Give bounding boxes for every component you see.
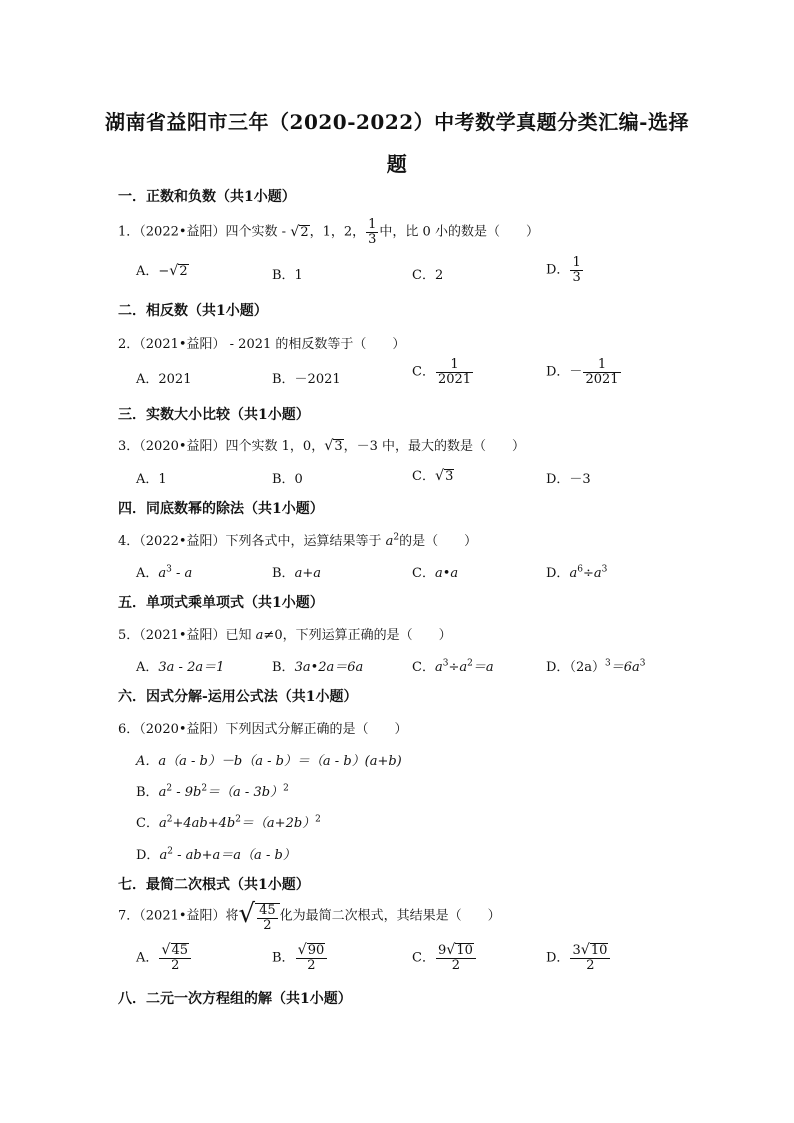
q1-option-a: A．−√2 (136, 263, 188, 280)
section-heading-6: 六．因式分解-运用公式法（共1小题） (118, 689, 358, 705)
section-heading-5: 五．单项式乘单项式（共1小题） (118, 595, 324, 611)
q2-option-a: A．2021 (136, 372, 192, 387)
document-title-line1: 湖南省益阳市三年（2020-2022）中考数学真题分类汇编-选择 (105, 110, 689, 134)
section-heading-3: 三．实数大小比较（共1小题） (118, 407, 310, 423)
q1-text-c: 中，比 0 小的数是（ ） (379, 224, 539, 240)
q4-option-c: C．a•a (412, 566, 459, 581)
q4-option-b: B．a+a (272, 566, 321, 581)
section-heading-8: 八．二元一次方程组的解（共1小题） (118, 991, 352, 1007)
q2-option-d: D．－ $\frac{1}{2021}$ (546, 357, 619, 387)
q6-option-a: A．a（a - b）－b（a - b）＝（a - b）(a+b) (136, 754, 402, 769)
q1-option-c: C．2 (412, 268, 444, 283)
q2-option-c: C． $\frac{1}{2021}$ (412, 357, 472, 387)
question-2-stem: 2．（2021•益阳） - 2021 的相反数等于（ ） (118, 337, 406, 352)
question-7-stem: 7．（2021•益阳）将√ $\frac{45}{2}$ 化为最简二次根式，其结果是（ ） (118, 899, 501, 933)
q4-option-d: D．$a^6\div a^3$ (546, 564, 608, 581)
section-heading-4: 四．同底数幂的除法（共1小题） (118, 501, 324, 517)
question-6-stem: 6．（2020•益阳）下列因式分解正确的是（ ） (118, 722, 408, 737)
q3-option-b: B．0 (272, 472, 303, 487)
q3-option-d: D．－3 (546, 472, 591, 487)
q7-radical-fraction: √ $\frac{45}{2}$ (239, 899, 280, 933)
q7-option-d: D． $\frac{3√10}{2}$ (546, 943, 611, 973)
q1-option-d: D． $\frac{1}{3}$ (546, 255, 581, 285)
q5-option-b: B．3a•2a＝6a (272, 660, 364, 675)
q6-option-d: D．$a^2 - ab+a=a(a - b)$ (136, 846, 296, 863)
q6-option-c: C．$a^2+4ab+4b^2=(a+2b)^2$ (136, 814, 321, 831)
question-1-stem (118, 218, 539, 246)
section-heading-2: 二．相反数（共1小题） (118, 303, 268, 319)
question-4-stem: 4．（2022•益阳）下列各式中，运算结果等于 $a^2$的是（ ） (118, 532, 478, 549)
q2-option-b: B．－2021 (272, 372, 341, 387)
document-title-line2: 题 (386, 152, 408, 176)
q7-option-a: A． $\frac{√45}{2}$ (136, 943, 192, 973)
q7-option-c: C． $\frac{9√10}{2}$ (412, 943, 477, 973)
question-5-stem: 5．（2021•益阳）已知 a≠0，下列运算正确的是（ ） (118, 628, 452, 643)
section-heading-7: 七．最简二次根式（共1小题） (118, 877, 310, 893)
q1-text-b: ，1，2， (309, 224, 366, 240)
q3-option-a: A．1 (136, 472, 167, 487)
question-3-stem: 3．（2020•益阳）四个实数 1，0，√3，－3 中，最大的数是（ ） (118, 438, 526, 455)
q1-text-a: 1．（2022•益阳）四个实数 - (118, 224, 291, 240)
q5-option-c: C．$a^3\div a^2=a$ (412, 658, 494, 675)
q1-radical: √2 (290, 223, 309, 240)
q1-option-b: B．1 (272, 268, 303, 283)
q4-option-a: A．$a^3$ - a (136, 564, 193, 581)
q1-fraction: $\frac{1}{3}$ (368, 217, 377, 247)
q5-option-d: D．$(2a)^3=6a^3$ (546, 658, 646, 675)
q5-option-a: A．3a - 2a＝1 (136, 660, 225, 675)
section-heading-1: 一．正数和负数（共1小题） (118, 189, 296, 205)
q3-option-c: C．√3 (412, 468, 454, 485)
q6-option-b: B．$a^2 - 9b^2=(a - 3b)^2$ (136, 783, 289, 800)
q7-option-b: B． $\frac{√90}{2}$ (272, 943, 328, 973)
